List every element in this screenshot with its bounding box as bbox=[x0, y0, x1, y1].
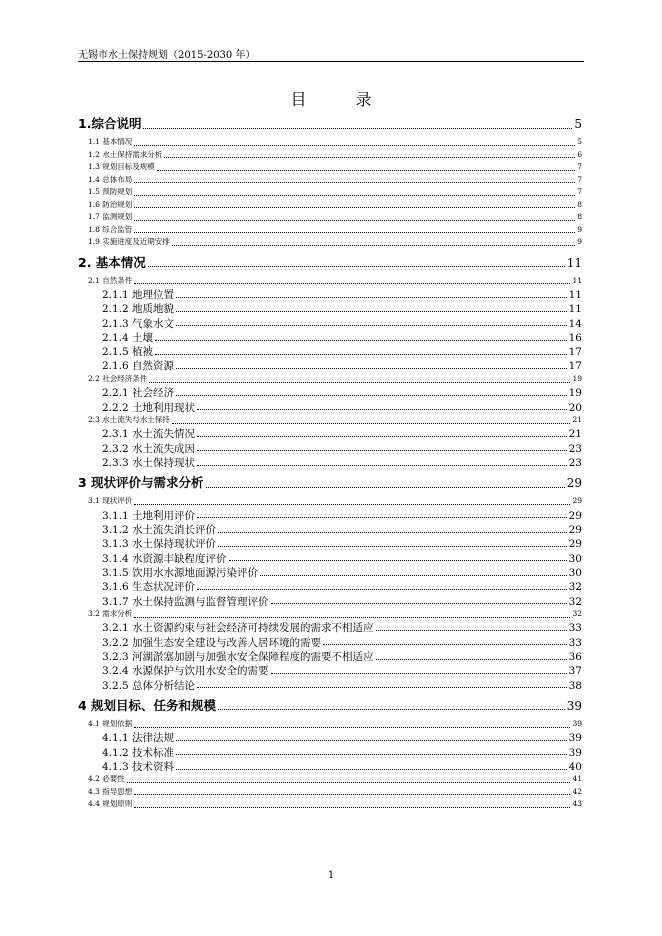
toc-entry-label: 2.2 社会经济条件 bbox=[88, 373, 148, 383]
toc-entry-level-3[interactable] bbox=[78, 400, 582, 414]
dot-leader bbox=[134, 807, 570, 808]
dot-leader bbox=[197, 409, 567, 410]
toc-entry-label: 4.1 规划依据 bbox=[88, 718, 133, 728]
toc-entry-level-3[interactable] bbox=[78, 620, 582, 634]
toc-entry-label: 3.1.5 饮用水水源地面源污染评价 bbox=[102, 566, 259, 579]
toc-entry-label: 3.1.4 水资源丰缺程度评价 bbox=[102, 552, 227, 565]
toc-entry-page: 29 bbox=[568, 524, 582, 537]
toc-entry-page: 39 bbox=[572, 718, 582, 728]
toc-entry-label: 3.2.3 河湖淤塞加剧与加强水安全保障程度的需要不相适应 bbox=[102, 650, 374, 663]
toc-entry-page: 29 bbox=[568, 509, 582, 522]
toc-entry-page: 29 bbox=[566, 476, 582, 491]
toc-entry-level-3[interactable] bbox=[78, 522, 582, 536]
toc-entry-page: 21 bbox=[572, 414, 582, 424]
toc-entry-level-3[interactable] bbox=[78, 426, 582, 440]
dot-leader bbox=[229, 560, 567, 561]
toc-entry-label: 2.3 水土流失与水土保持 bbox=[88, 414, 170, 424]
toc-entry-page: 19 bbox=[568, 387, 582, 400]
toc-entry-label: 3.1.7 水土保持监测与监督管理评价 bbox=[102, 595, 269, 608]
toc-entry-level-1[interactable] bbox=[78, 114, 582, 136]
toc-entry-level-3[interactable] bbox=[78, 678, 582, 692]
toc-entry-label: 1.4 总体布局 bbox=[88, 174, 133, 184]
toc-entry-page: 8 bbox=[577, 212, 582, 221]
toc-entry-level-1[interactable] bbox=[78, 473, 582, 495]
toc-entry-level-2[interactable] bbox=[78, 773, 582, 786]
dot-leader bbox=[176, 368, 567, 369]
toc-entry-label: 2.1.6 自然资源 bbox=[102, 360, 175, 373]
toc-entry-label: 1.3 规划目标及规模 bbox=[88, 162, 155, 171]
toc-entry-level-2[interactable] bbox=[78, 798, 582, 811]
toc-entry-page: 19 bbox=[572, 373, 582, 383]
toc-entry-page: 7 bbox=[577, 187, 582, 196]
dot-leader bbox=[148, 266, 565, 267]
toc-entry-page: 41 bbox=[572, 774, 582, 784]
dot-leader bbox=[155, 340, 567, 341]
dot-leader bbox=[176, 311, 567, 312]
toc-entry-page: 30 bbox=[568, 552, 582, 565]
table-of-contents bbox=[78, 110, 582, 811]
toc-entry-label: 3.2 需求分析 bbox=[88, 608, 133, 618]
dot-leader bbox=[134, 727, 570, 728]
toc-entry-level-3[interactable] bbox=[78, 663, 582, 677]
toc-entry-level-3[interactable] bbox=[78, 579, 582, 593]
toc-entry-page: 11 bbox=[566, 255, 582, 270]
dot-leader bbox=[134, 283, 570, 284]
toc-entry-page: 38 bbox=[568, 679, 582, 692]
toc-entry-level-2[interactable] bbox=[78, 161, 582, 174]
toc-entry-label: 2.1.5 植被 bbox=[102, 346, 154, 359]
page-number: 1 bbox=[327, 870, 335, 881]
toc-title: 目 录 bbox=[290, 90, 394, 109]
toc-entry-label: 2.1.4 土壤 bbox=[102, 331, 154, 344]
toc-entry-level-3[interactable] bbox=[78, 759, 582, 773]
toc-entry-label: 3 现状评价与需求分析 bbox=[78, 475, 204, 491]
dot-leader bbox=[134, 794, 570, 795]
toc-entry-label: 3.1.1 土地利用评价 bbox=[102, 509, 196, 522]
running-header: 无锡市水土保持规划（2015-2030 年） bbox=[78, 50, 256, 61]
toc-entry-label: 2.1.2 地质地貌 bbox=[102, 303, 175, 316]
toc-entry-page: 9 bbox=[577, 237, 582, 246]
toc-entry-label: 3.2.2 加强生态安全建设与改善人居环境的需要 bbox=[102, 636, 322, 649]
dot-leader bbox=[134, 207, 575, 208]
toc-entry-page: 9 bbox=[577, 224, 582, 234]
toc-entry-label: 1.综合说明 bbox=[78, 116, 142, 131]
toc-entry-page: 16 bbox=[568, 331, 582, 344]
toc-entry-page: 14 bbox=[568, 317, 582, 330]
toc-entry-label: 4.1.1 法律法规 bbox=[102, 732, 175, 745]
toc-entry-level-3[interactable] bbox=[78, 301, 582, 315]
toc-entry-page: 21 bbox=[568, 428, 582, 441]
dot-leader bbox=[143, 128, 572, 129]
dot-leader bbox=[176, 754, 567, 755]
toc-entry-label: 1.1 基本情况 bbox=[88, 137, 133, 146]
toc-entry-level-2[interactable] bbox=[78, 199, 582, 212]
toc-entry-label: 1.2 水土保持需求分析 bbox=[88, 149, 163, 159]
toc-entry-level-3[interactable] bbox=[78, 536, 582, 550]
toc-entry-page: 33 bbox=[568, 636, 582, 649]
toc-entry-level-1[interactable] bbox=[78, 253, 582, 275]
toc-entry-page: 33 bbox=[568, 622, 582, 635]
dot-leader bbox=[197, 589, 567, 590]
toc-entry-label: 2.1 自然条件 bbox=[88, 275, 133, 285]
toc-entry-level-2[interactable] bbox=[78, 211, 582, 224]
dot-leader bbox=[218, 546, 567, 547]
toc-entry-level-2[interactable] bbox=[78, 236, 582, 249]
dot-leader bbox=[134, 504, 570, 505]
toc-entry-page: 39 bbox=[566, 698, 582, 713]
toc-entry-level-2[interactable] bbox=[78, 786, 582, 799]
dot-leader bbox=[376, 659, 567, 660]
toc-entry-level-3[interactable] bbox=[78, 745, 582, 759]
toc-entry-page: 29 bbox=[572, 496, 582, 506]
toc-entry-level-3[interactable] bbox=[78, 649, 582, 663]
toc-entry-page: 7 bbox=[577, 162, 582, 171]
toc-entry-level-3[interactable] bbox=[78, 287, 582, 301]
toc-entry-label: 4.2 必要性 bbox=[88, 774, 125, 784]
dot-leader bbox=[176, 769, 567, 770]
toc-entry-label: 2.2.2 土地利用现状 bbox=[102, 401, 196, 414]
dot-leader bbox=[172, 423, 571, 424]
toc-entry-page: 42 bbox=[572, 786, 582, 796]
dot-leader bbox=[134, 182, 575, 183]
toc-entry-level-2[interactable] bbox=[78, 174, 582, 187]
toc-entry-level-3[interactable] bbox=[78, 358, 582, 372]
dot-leader bbox=[271, 603, 567, 604]
toc-entry-label: 2.2.1 社会经济 bbox=[102, 387, 175, 400]
toc-entry-label: 4.3 指导思想 bbox=[88, 786, 133, 796]
toc-entry-page: 5 bbox=[574, 117, 582, 131]
toc-entry-page: 37 bbox=[568, 665, 582, 678]
dot-leader bbox=[155, 354, 567, 355]
toc-entry-level-3[interactable] bbox=[78, 441, 582, 455]
dot-leader bbox=[157, 170, 575, 171]
toc-entry-level-3[interactable] bbox=[78, 730, 582, 744]
dot-leader bbox=[134, 195, 575, 196]
toc-entry-level-1[interactable] bbox=[78, 696, 582, 718]
toc-entry-page: 39 bbox=[568, 732, 582, 745]
toc-entry-label: 3.2.1 水土资源约束与社会经济可持续发展的需求不相适应 bbox=[102, 622, 374, 635]
toc-entry-level-3[interactable] bbox=[78, 316, 582, 330]
toc-entry-label: 4.1.3 技术资料 bbox=[102, 760, 175, 773]
toc-entry-level-2[interactable] bbox=[78, 373, 582, 386]
toc-entry-page: 5 bbox=[577, 137, 582, 146]
dot-leader bbox=[376, 630, 567, 631]
toc-entry-level-3[interactable] bbox=[78, 565, 582, 579]
toc-entry-level-2[interactable] bbox=[78, 718, 582, 731]
toc-entry-level-3[interactable] bbox=[78, 594, 582, 608]
toc-entry-level-3[interactable] bbox=[78, 344, 582, 358]
toc-entry-page: 7 bbox=[577, 174, 582, 184]
toc-entry-level-3[interactable] bbox=[78, 508, 582, 522]
toc-entry-label: 1.8 综合监管 bbox=[88, 224, 133, 234]
dot-leader bbox=[218, 532, 567, 533]
toc-entry-level-2[interactable] bbox=[78, 608, 582, 621]
dot-leader bbox=[197, 465, 567, 466]
dot-leader bbox=[176, 325, 567, 326]
toc-entry-label: 2.3.1 水土流失情况 bbox=[102, 428, 196, 441]
toc-entry-page: 23 bbox=[568, 456, 582, 469]
toc-entry-page: 32 bbox=[572, 608, 582, 618]
dot-leader bbox=[134, 617, 570, 618]
toc-entry-label: 4.1.2 技术标准 bbox=[102, 746, 175, 759]
toc-entry-label: 1.6 防治规划 bbox=[88, 199, 133, 209]
toc-entry-page: 32 bbox=[568, 595, 582, 608]
dot-leader bbox=[197, 436, 567, 437]
toc-entry-level-3[interactable] bbox=[78, 330, 582, 344]
toc-entry-page: 23 bbox=[568, 442, 582, 455]
toc-entry-label: 1.9 实施进度及近期安排 bbox=[88, 237, 170, 246]
toc-entry-page: 8 bbox=[577, 199, 582, 209]
toc-entry-level-2[interactable] bbox=[78, 224, 582, 237]
toc-entry-level-2[interactable] bbox=[78, 186, 582, 199]
dot-leader bbox=[323, 644, 567, 645]
toc-entry-page: 40 bbox=[568, 760, 582, 773]
toc-entry-label: 1.7 监测规划 bbox=[88, 212, 133, 221]
toc-entry-page: 17 bbox=[568, 346, 582, 359]
toc-entry-level-2[interactable] bbox=[78, 414, 582, 427]
toc-entry-label: 3.2.5 总体分析结论 bbox=[102, 679, 196, 692]
toc-entry-label: 3.1 现状评价 bbox=[88, 496, 133, 506]
toc-entry-page: 39 bbox=[568, 746, 582, 759]
toc-entry-label: 3.1.6 生态状况评价 bbox=[102, 581, 196, 594]
toc-entry-label: 3.1.3 水土保持现状评价 bbox=[102, 538, 217, 551]
toc-entry-label: 1.5 预防规划 bbox=[88, 187, 133, 196]
toc-entry-level-2[interactable] bbox=[78, 149, 582, 162]
dot-leader bbox=[149, 382, 570, 383]
toc-entry-level-2[interactable] bbox=[78, 136, 582, 149]
toc-entry-level-3[interactable] bbox=[78, 551, 582, 565]
toc-entry-level-3[interactable] bbox=[78, 635, 582, 649]
toc-entry-label: 3.2.4 水源保护与饮用水安全的需要 bbox=[102, 665, 269, 678]
toc-entry-label: 2.1.3 气象水文 bbox=[102, 317, 175, 330]
toc-entry-page: 43 bbox=[572, 799, 582, 809]
dot-leader bbox=[271, 673, 567, 674]
toc-entry-page: 11 bbox=[568, 289, 582, 301]
toc-entry-page: 6 bbox=[577, 149, 582, 159]
toc-entry-level-2[interactable] bbox=[78, 495, 582, 508]
toc-entry-label: 4 规划目标、任务和规模 bbox=[78, 697, 217, 713]
toc-entry-label: 2.3.2 水土流失成因 bbox=[102, 442, 196, 455]
dot-leader bbox=[206, 487, 565, 488]
dot-leader bbox=[134, 220, 575, 221]
dot-leader bbox=[176, 395, 567, 396]
toc-entry-page: 20 bbox=[568, 401, 582, 414]
dot-leader bbox=[134, 145, 575, 146]
toc-entry-page: 32 bbox=[568, 581, 582, 594]
toc-entry-level-3[interactable] bbox=[78, 385, 582, 399]
dot-leader bbox=[176, 740, 567, 741]
header-rule bbox=[78, 61, 584, 62]
toc-entry-page: 17 bbox=[568, 360, 582, 373]
toc-entry-page: 36 bbox=[568, 650, 582, 663]
toc-entry-page: 30 bbox=[568, 566, 582, 579]
toc-entry-label: 2. 基本情况 bbox=[78, 254, 146, 270]
dot-leader bbox=[218, 709, 565, 710]
dot-leader bbox=[260, 575, 567, 576]
toc-entry-label: 4.4 规划原则 bbox=[88, 799, 133, 809]
dot-leader bbox=[127, 782, 571, 783]
toc-entry-label: 2.3.3 水土保持现状 bbox=[102, 456, 196, 469]
dot-leader bbox=[176, 297, 567, 298]
dot-leader bbox=[197, 450, 567, 451]
toc-entry-level-3[interactable] bbox=[78, 455, 582, 469]
toc-entry-page: 29 bbox=[568, 538, 582, 551]
toc-entry-page: 11 bbox=[568, 303, 582, 316]
dot-leader bbox=[172, 245, 575, 246]
toc-entry-level-2[interactable] bbox=[78, 275, 582, 288]
dot-leader bbox=[164, 157, 575, 158]
toc-entry-label: 3.1.2 水土流失消长评价 bbox=[102, 524, 217, 537]
toc-entry-page: 11 bbox=[572, 275, 582, 285]
toc-entry-label: 2.1.1 地理位置 bbox=[102, 289, 175, 301]
dot-leader bbox=[197, 517, 567, 518]
dot-leader bbox=[197, 687, 567, 688]
dot-leader bbox=[134, 232, 575, 233]
